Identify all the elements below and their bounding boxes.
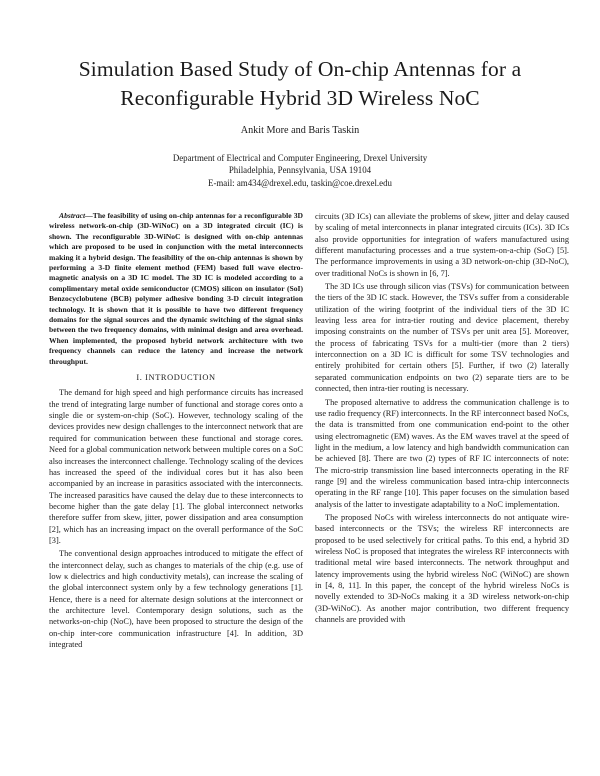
paper-title bbox=[30, 55, 570, 113]
right-paragraph-4: The proposed NoCs with wireless interconnects do not antiquate wire-based interconnects or the TSVs; the wireless RF interconnects are proposed to be used selectively for critical paths. To this end, a hybrid 3D wireless NoC is proposed that integrates the wireless RF interconnects with traditional metal wire based interconnects. The network throughput and latency improvements using the hybrid wireless NoC (WiNoC) are shown in [4, 8, 11]. In this paper, the concept of the hybrid wireless NoCs is novelly extended to 3D-NoCs making it a 3D wireless network-on-chip (3D-WiNoC). As another major contribution, two different frequency channels are provided with bbox=[315, 512, 569, 625]
abstract bbox=[49, 211, 303, 367]
abstract-label: Abstract bbox=[59, 211, 86, 220]
affiliation-department: Department of Electrical and Computer Engineering, Drexel University bbox=[172, 153, 428, 163]
section-heading-introduction: I. INTRODUCTION bbox=[136, 373, 216, 383]
affiliation-location: Philadelphia, Pennsylvania, USA 19104 bbox=[228, 165, 372, 176]
right-column bbox=[315, 211, 569, 625]
right-paragraph-3: The proposed alternative to address the communication challenge is to use radio frequency (RF) interconnects. In the RF interconnect based NoCs, the data is transmitted from one communication end-point to the other using electromagnetic (EM) waves. As the EM waves travel at the speed of light in the medium, a low latency and high bandwidth communication can be achieved [8]. There are two (2) types of RF IC interconnects of note: The micro-strip transmission line based interconnects operating in the RF range [9] and the wireless communication based intra-chip interconnects operating in the RF range [10]. This paper focuses on the simulation based analysis of the latter to investigate adaptability to a NoC implementation. bbox=[315, 397, 569, 509]
affiliation-email: E-mail: am434@drexel.edu, taskin@coe.drexel.edu bbox=[208, 177, 392, 188]
right-paragraph-2: The 3D ICs use through silicon vias (TSVs) for communication between the tiers of the 3D IC stack. However, the TSVs suffer from a considerable utilization of the wiring footprint of the individual tiers of the 3D IC leaving less area for intra-tier routing and device placement, thereby imposing constraints on the number of TSVs per unit area [5]. Moreover, the process of fabricating TSVs for a multi-tier (more than 2 tiers) interconnection on a 3D IC is difficult for some TSV technologies and entirely prohibited for certain others [5]. Further, if two (2) laterally separated communication endpoints on two (2) separate tiers are to be connected, then intra-tier routing is necessary. bbox=[315, 282, 569, 394]
intro-paragraph-2: The conventional design approaches introduced to mitigate the effect of the interconnect delay, such as changes to materials of the chip (e.g. use of low κ dielectrics and high conductivity metals), can increase the scaling of the global interconnect system only by a few technology generations [1]. Hence, there is a need for alternate design solutions at the interconnect or the architecture level. Contemporary design solutions, such as the networks-on-chip (NoC), have been proposed to structure the design of the on-chip inter-core communication infrastructure [4]. In addition, 3D integrated bbox=[49, 549, 303, 649]
abstract-text: —The feasibility of using on-chip antennas for a reconfigurable 3D wireless network-on-chip (3D-WiNoC) on a 3D integrated circuit (IC) is shown. The reconfigurable 3D-WiNoC is designed with on-chip antennas which are proposed to be used in conjunction with the metal interconnects making it a hybrid design. The feasibility of the on-chip antennas is shown by performing a 3-D finite element method (FEM) based full wave electro-magnetic analysis on a 3D IC model. The 3D IC is modeled according to a complimentary metal oxide semiconductor (CMOS) silicon on insulator (SoI) Benzocyclobutene (BCB) polymer adhesive bonding 3-D circuit integration technology. It is shown that it is possible to have two different frequency domains for the signal sources and the dynamic switching of the signal sinks between the two frequency domains, with minimal design and area overhead. When implemented, the proposed hybrid network architecture with two frequency channels can reduce the latency and increase the network throughput. bbox=[49, 211, 303, 366]
left-column bbox=[49, 211, 303, 650]
author-list: Ankit More and Baris Taskin bbox=[240, 125, 360, 136]
intro-paragraph-1: The demand for high speed and high performance circuits has increased the trend of integrating large number of functional and storage cores onto a single die or system-on-chip (SoC). However, technology scaling of the devices provides new design challenges to the interconnect network that are required for communication between these functional and storage cores. Need for a global communication network between multiple cores on a SoC also increases the interconnect challenge. Technology scaling of the devices has increased the speed of the individual cores but it has also been accompanied by an increase in parasitics associated with the interconnects. The increased parasitics have caused the delay due to these interconnects to become higher than the gate delay [1]. The global interconnect networks therefore suffer from skew, jitter, power dissipation and area consumption [2], which has an increasing impact on the overall performance of the SoC [3]. bbox=[49, 388, 303, 545]
title-line-2: Reconfigurable Hybrid 3D Wireless NoC bbox=[120, 86, 480, 110]
right-paragraph-1: circuits (3D ICs) can alleviate the problems of skew, jitter and delay caused by scaling of metal interconnects in planar integrated circuits (ICs). 3D ICs also provide opportunities for integration of wafers manufactured using different manufacturing processes and a true system-on-a-chip (SoC) [5]. The performance improvements in using a 3D network-on-chip (3D-NoC), over traditional NoCs is shown in [6, 7]. bbox=[315, 212, 569, 278]
affiliation-block bbox=[0, 152, 600, 189]
title-line-1: Simulation Based Study of On-chip Antennas for a bbox=[78, 57, 522, 81]
